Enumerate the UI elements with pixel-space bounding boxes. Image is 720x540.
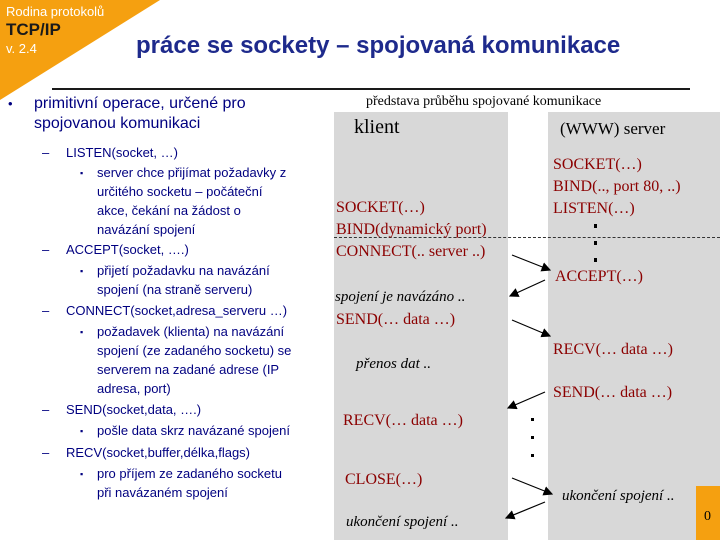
server-socket: SOCKET(…) xyxy=(553,156,642,173)
bullet-dot: • xyxy=(8,96,13,111)
brand-family: Rodina protokolů xyxy=(6,4,105,19)
diagram-caption: představa průběhu spojované komunikace xyxy=(366,94,602,109)
client-end: ukončení spojení .. xyxy=(346,514,459,530)
client-send: SEND(… data …) xyxy=(336,311,456,328)
arrow-reply xyxy=(508,392,545,408)
wait-dot xyxy=(531,418,534,421)
server-send: SEND(… data …) xyxy=(553,384,673,401)
sub-bullet: ▪ xyxy=(80,426,84,436)
arrow-accept xyxy=(510,280,545,296)
brand-version: v. 2.4 xyxy=(6,41,37,56)
client-label: klient xyxy=(354,116,400,138)
server-accept: ACCEPT(…) xyxy=(555,268,643,285)
op-send: SEND(socket,data, ….) xyxy=(66,402,202,417)
client-connect: CONNECT(.. server ..) xyxy=(336,243,486,260)
desc-recv-2: při navázaném spojení xyxy=(97,485,228,500)
main-bullet: primitivní operace, určené pro spojovanou komunikaci xyxy=(34,95,246,132)
server-listen: LISTEN(…) xyxy=(553,200,635,217)
client-connecting: spojení je navázáno .. xyxy=(335,289,466,305)
sub-bullet: ▪ xyxy=(80,469,84,479)
slide-title: práce se sockety – spojovaná komunikace xyxy=(136,32,621,59)
arrow-send xyxy=(512,320,550,336)
wait-dot xyxy=(531,436,534,439)
server-end: ukončení spojení .. xyxy=(562,488,675,504)
sub-bullet: ▪ xyxy=(80,327,84,337)
client-transfer: přenos dat .. xyxy=(356,356,431,372)
dash: – xyxy=(42,242,50,257)
desc-connect-4: adresa, port) xyxy=(97,381,171,396)
desc-connect-1: požadavek (klienta) na navázání xyxy=(97,324,285,339)
dash: – xyxy=(42,402,50,417)
arrow-connect xyxy=(512,255,550,270)
dash: – xyxy=(42,303,50,318)
desc-listen-3: akce, čekání na žádost o xyxy=(97,203,241,218)
page-number-fragment: 0 xyxy=(704,509,711,524)
desc-recv-1: pro příjem ze zadaného socketu xyxy=(97,466,282,481)
client-socket: SOCKET(…) xyxy=(336,199,425,216)
wait-dot xyxy=(594,224,597,228)
server-bind: BIND(.., port 80, ..) xyxy=(553,178,681,195)
desc-listen-4: navázání spojení xyxy=(97,222,196,237)
arrow-close xyxy=(512,478,552,494)
sub-bullet: ▪ xyxy=(80,168,84,178)
sub-bullet: ▪ xyxy=(80,266,84,276)
desc-send-1: pošle data skrz navázané spojení xyxy=(97,423,290,438)
wait-dot xyxy=(531,454,534,457)
arrow-end xyxy=(506,502,545,518)
op-listen: LISTEN(socket, …) xyxy=(66,145,178,160)
op-connect: CONNECT(socket,adresa_serveru …) xyxy=(66,303,288,318)
client-recv: RECV(… data …) xyxy=(343,412,463,429)
desc-listen-2: určitého socketu – počáteční xyxy=(97,184,263,199)
desc-connect-2: spojení (ze zadaného socketu) se xyxy=(97,343,292,358)
client-bind: BIND(dynamický port) xyxy=(336,221,487,238)
desc-connect-3: serverem na zadané adrese (IP xyxy=(97,362,280,377)
op-accept: ACCEPT(socket, ….) xyxy=(66,242,189,257)
client-close: CLOSE(…) xyxy=(345,471,423,488)
dash: – xyxy=(42,145,50,160)
desc-listen-1: server chce přijímat požadavky z xyxy=(97,165,287,180)
desc-accept-1: přijetí požadavku na navázání xyxy=(97,263,270,278)
brand-name: TCP/IP xyxy=(6,20,61,39)
server-label: (WWW) server xyxy=(560,119,666,138)
op-recv: RECV(socket,buffer,délka,flags) xyxy=(66,445,251,460)
server-recv: RECV(… data …) xyxy=(553,341,673,358)
desc-accept-2: spojení (na straně serveru) xyxy=(97,282,253,297)
wait-dot xyxy=(594,241,597,245)
dash: – xyxy=(42,445,50,460)
wait-dot xyxy=(594,258,597,262)
